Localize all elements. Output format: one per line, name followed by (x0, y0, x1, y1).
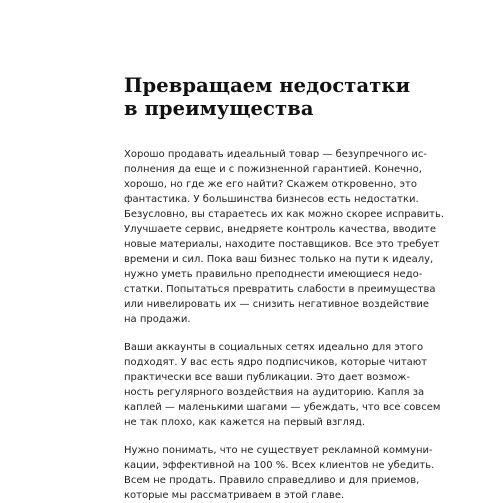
text-line: которые мы рассматриваем в этой главе. (124, 490, 345, 501)
heading-line-1: Превращаем недостатки (124, 74, 411, 97)
text-line: практически все ваши публикации. Это дает возмож- (124, 372, 410, 383)
text-line: Улучшаете сервис, внедряете контроль качества, вводите (124, 224, 436, 235)
text-line: ность регулярного воздействия на аудиторию. Капля за (124, 387, 425, 398)
paragraph-3 (124, 443, 435, 503)
text-line: времени и сил. Пока ваш бизнес только на пути к идеалу, (124, 254, 434, 265)
text-line: подходят. У вас есть ядро подписчиков, которые читают (124, 357, 428, 368)
text-line: каплей — маленькими шагами — убеждать, что все совсем (124, 402, 441, 413)
text-line: нужно уметь правильно преподнести имеющиеся недо- (124, 269, 423, 280)
text-line: фантастика. У большинства бизнесов есть недостатки. (124, 194, 419, 205)
paragraph-2 (124, 340, 441, 430)
text-line: не так плохо, как кажется на первый взгляд. (124, 417, 366, 428)
text-line: Хорошо продавать идеальный товар — безупречного ис- (124, 149, 427, 160)
text-line: Всем не продать. Правило справедливо и для приемов, (124, 475, 420, 486)
chapter-heading (124, 0, 500, 120)
heading-line-2: в преимущества (124, 97, 314, 120)
body-text (124, 147, 445, 503)
text-line: или нивелировать их — снизить негативное воздействие (124, 299, 429, 310)
text-line: Нужно понимать, что не существует рекламной коммуни- (124, 445, 433, 456)
text-line: новые материалы, находите поставщиков. Все это требует (124, 239, 440, 250)
text-line: хорошо, но где же его найти? Скажем откровенно, это (124, 179, 417, 190)
text-line: статки. Попытаться превратить слабости в преимущества (124, 284, 436, 295)
text-line: Безусловно, вы стараетесь их как можно скорее исправить. (124, 209, 445, 220)
text-line: Ваши аккаунты в социальных сетях идеально для этого (124, 342, 424, 353)
text-line: на продажи. (124, 314, 191, 325)
text-line: кации, эффективной на 100 %. Всех клиентов не убедить. (124, 460, 435, 471)
text-line: полнения да еще и с пожизненной гарантией. Конечно, (124, 164, 422, 175)
paragraph-1 (124, 147, 445, 327)
